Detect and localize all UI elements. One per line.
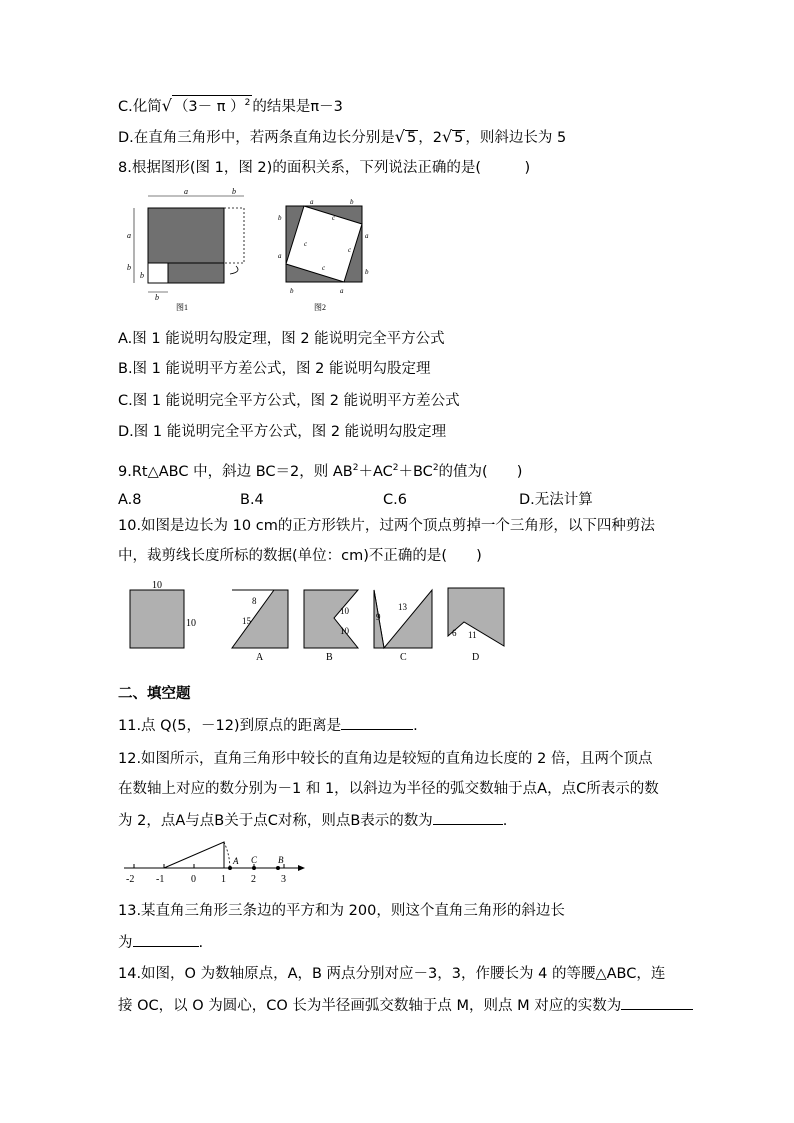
q10a-shape xyxy=(232,590,288,648)
q8-option-b: B.图 1 能说明平方差公式，图 2 能说明勾股定理 xyxy=(118,361,431,377)
point-b xyxy=(276,866,280,870)
fig1-caption: 图1 xyxy=(176,303,188,312)
q10c-label-13: 13 xyxy=(398,602,407,612)
point-a xyxy=(228,866,232,870)
q10b-label-2: 10 xyxy=(340,626,349,636)
q11-end: . xyxy=(413,718,418,734)
fig2-label-12: a xyxy=(340,287,344,295)
fig2-label-9: c xyxy=(322,264,326,272)
q7d-mid: ，2 xyxy=(418,130,442,146)
fig1-moved-strip xyxy=(224,208,244,263)
q10-square-top-label: 10 xyxy=(152,580,162,591)
q10a-caption: A xyxy=(256,652,264,663)
q9-option-c: C.6 xyxy=(383,492,407,508)
q9-stem-suffix: 的值为( ) xyxy=(438,463,523,480)
q7d-suffix: ，则斜边长为 5 xyxy=(465,130,567,146)
q7c-prefix: C.化简 xyxy=(118,98,162,115)
q10b-shape xyxy=(304,590,358,648)
q10-option-c-figure xyxy=(374,590,432,663)
q10c-label-9: 9 xyxy=(376,612,381,622)
fig2-label-11: b xyxy=(278,214,282,222)
fig2-label-2: b xyxy=(350,198,354,206)
q9-sup1: 2 xyxy=(352,463,359,473)
q13-end: . xyxy=(198,935,204,951)
q10-figures xyxy=(118,578,518,668)
q12-answer-blank[interactable] xyxy=(433,810,503,825)
q10d-label-6: 6 xyxy=(452,628,457,638)
q9-option-d: D.无法计算 xyxy=(519,492,593,508)
q7c-radicand-text: （3－ π ） xyxy=(173,98,245,115)
label-c: C xyxy=(251,855,258,865)
q10-line1: 10.如图是边长为 10 cm的正方形铁片，过两个顶点剪掉一个三角形，以下四种剪法 xyxy=(118,518,655,534)
q13-line2 xyxy=(118,932,203,953)
q10a-label-15: 15 xyxy=(242,616,251,626)
q7c-radicand xyxy=(172,95,252,115)
fig2-label-3: c xyxy=(332,214,336,222)
q8-figures xyxy=(118,186,378,316)
q14-answer-blank[interactable] xyxy=(621,995,693,1010)
q8-figure-1 xyxy=(127,187,244,312)
q14-line1: 14.如图，O 为数轴原点，A，B 两点分别对应－3，3，作腰长为 4 的等腰△ABC，连 xyxy=(118,966,666,982)
q9-stem xyxy=(118,458,522,482)
q14-line2-text: 接 OC，以 O 为圆心，CO 长为半径画弧交数轴于点 M，则点 M 对应的实数为 xyxy=(118,998,622,1014)
tick-label: 3 xyxy=(281,874,286,885)
q14-line2 xyxy=(118,995,693,1016)
fig2-label-10: b xyxy=(290,287,294,295)
q10-option-b-figure xyxy=(304,590,358,663)
q10a-label-8: 8 xyxy=(252,596,257,606)
q9-plus1: ＋AC xyxy=(358,463,393,480)
fig1-small-square xyxy=(148,263,168,283)
q10-option-a-figure xyxy=(232,590,288,663)
tick-label: -1 xyxy=(156,874,165,885)
tick-label: 1 xyxy=(221,874,226,885)
q10d-caption: D xyxy=(472,652,480,663)
q7d-v1: 5 xyxy=(406,130,417,146)
q12-end: . xyxy=(502,813,508,829)
q7-option-d xyxy=(118,127,566,148)
fig1-label-a-top: a xyxy=(184,187,188,196)
q8-option-c: C.图 1 能说明完全平方公式，图 2 能说明平方差公式 xyxy=(118,393,460,409)
q8-figure-2 xyxy=(278,198,369,312)
q12-line3 xyxy=(118,810,507,831)
q7d-prefix: D.在直角三角形中，若两条直角边长分别是 xyxy=(118,130,395,146)
q8-stem: 8.根据图形(图 1，图 2)的面积关系，下列说法正确的是( ) xyxy=(118,160,531,176)
q11-answer-blank[interactable] xyxy=(341,715,413,730)
radius-arc xyxy=(224,842,230,868)
tick-label: -2 xyxy=(126,874,135,885)
q12-number-line xyxy=(118,836,318,886)
sqrt-sign: √ xyxy=(394,127,405,146)
fig2-label-4: a xyxy=(365,232,369,240)
q9-sup2: 2 xyxy=(392,463,399,473)
q11-text: 11.点 Q(5，－12)到原点的距离是 xyxy=(118,718,342,734)
q10c-caption: C xyxy=(400,652,407,663)
q9-sup3: 2 xyxy=(432,463,439,473)
fig2-label-5: c xyxy=(348,246,352,254)
q10-option-d-figure xyxy=(448,588,504,663)
fig1-big-square xyxy=(148,208,224,263)
q13-line1: 13.某直角三角形三条边的平方和为 200，则这个直角三角形的斜边长 xyxy=(118,903,565,919)
q10b-caption: B xyxy=(326,652,333,663)
fig2-label-6: b xyxy=(365,268,369,276)
label-b: B xyxy=(278,855,284,865)
q7c-exp: 2 xyxy=(244,98,251,108)
q8-option-d: D.图 1 能说明完全平方公式，图 2 能说明勾股定理 xyxy=(118,424,447,440)
fig1-label-b-left1: b xyxy=(127,263,131,272)
fig2-label-1: a xyxy=(310,198,314,206)
q13-answer-blank[interactable] xyxy=(133,932,199,947)
q10b-label-1: 10 xyxy=(340,606,349,616)
fig2-label-7: a xyxy=(278,252,282,260)
fig1-label-b-top: b xyxy=(232,187,236,196)
tick-label: 2 xyxy=(251,874,256,885)
q7d-v2: 5 xyxy=(454,130,464,146)
q10-square xyxy=(130,580,196,648)
section-fill-in-title: 二、填空题 xyxy=(118,686,191,702)
q12-line1: 12.如图所示，直角三角形中较长的直角边是较短的直角边长度的 2 倍，且两个顶点 xyxy=(118,751,653,767)
axis-ticks xyxy=(134,864,284,868)
fig1-move-arrow xyxy=(230,266,238,274)
fig1-label-a-left: a xyxy=(127,231,131,240)
q11 xyxy=(118,715,418,736)
q9-option-a: A.8 xyxy=(118,492,142,508)
q7-option-c xyxy=(118,95,343,117)
fig2-caption: 图2 xyxy=(314,303,326,312)
q9-option-b: B.4 xyxy=(240,492,264,508)
q9-stem-prefix: 9.Rt△ABC 中，斜边 BC＝2，则 AB xyxy=(118,463,353,480)
q8-option-a: A.图 1 能说明勾股定理，图 2 能说明完全平方公式 xyxy=(118,331,445,347)
q9-plus2: ＋BC xyxy=(398,463,433,480)
q10-square-shape xyxy=(130,590,184,648)
tick-label: 0 xyxy=(191,874,196,885)
sqrt-sign: √ xyxy=(161,95,172,115)
q10-square-right-label: 10 xyxy=(186,618,196,629)
q12-line3-text: 为 2，点A与点B关于点C对称，则点B表示的数为 xyxy=(118,813,433,829)
q12-line2: 在数轴上对应的数分别为－1 和 1，以斜边为半径的弧交数轴于点A，点C所表示的数 xyxy=(118,781,659,797)
axis-arrow-icon xyxy=(298,865,305,871)
fig1-label-b-left2: b xyxy=(140,271,144,280)
q13-line2-text: 为 xyxy=(118,935,133,951)
label-a: A xyxy=(233,856,239,866)
sqrt-sign: √ xyxy=(441,127,453,146)
fig1-label-b-bottom: b xyxy=(155,293,159,302)
q10-line2: 中，裁剪线长度所标的数据(单位：cm)不正确的是( ) xyxy=(118,548,482,564)
q7c-suffix: 的结果是π－3 xyxy=(252,98,343,115)
fig2-label-8: c xyxy=(304,240,308,248)
q10d-label-11: 11 xyxy=(468,630,477,640)
point-c xyxy=(252,866,256,870)
